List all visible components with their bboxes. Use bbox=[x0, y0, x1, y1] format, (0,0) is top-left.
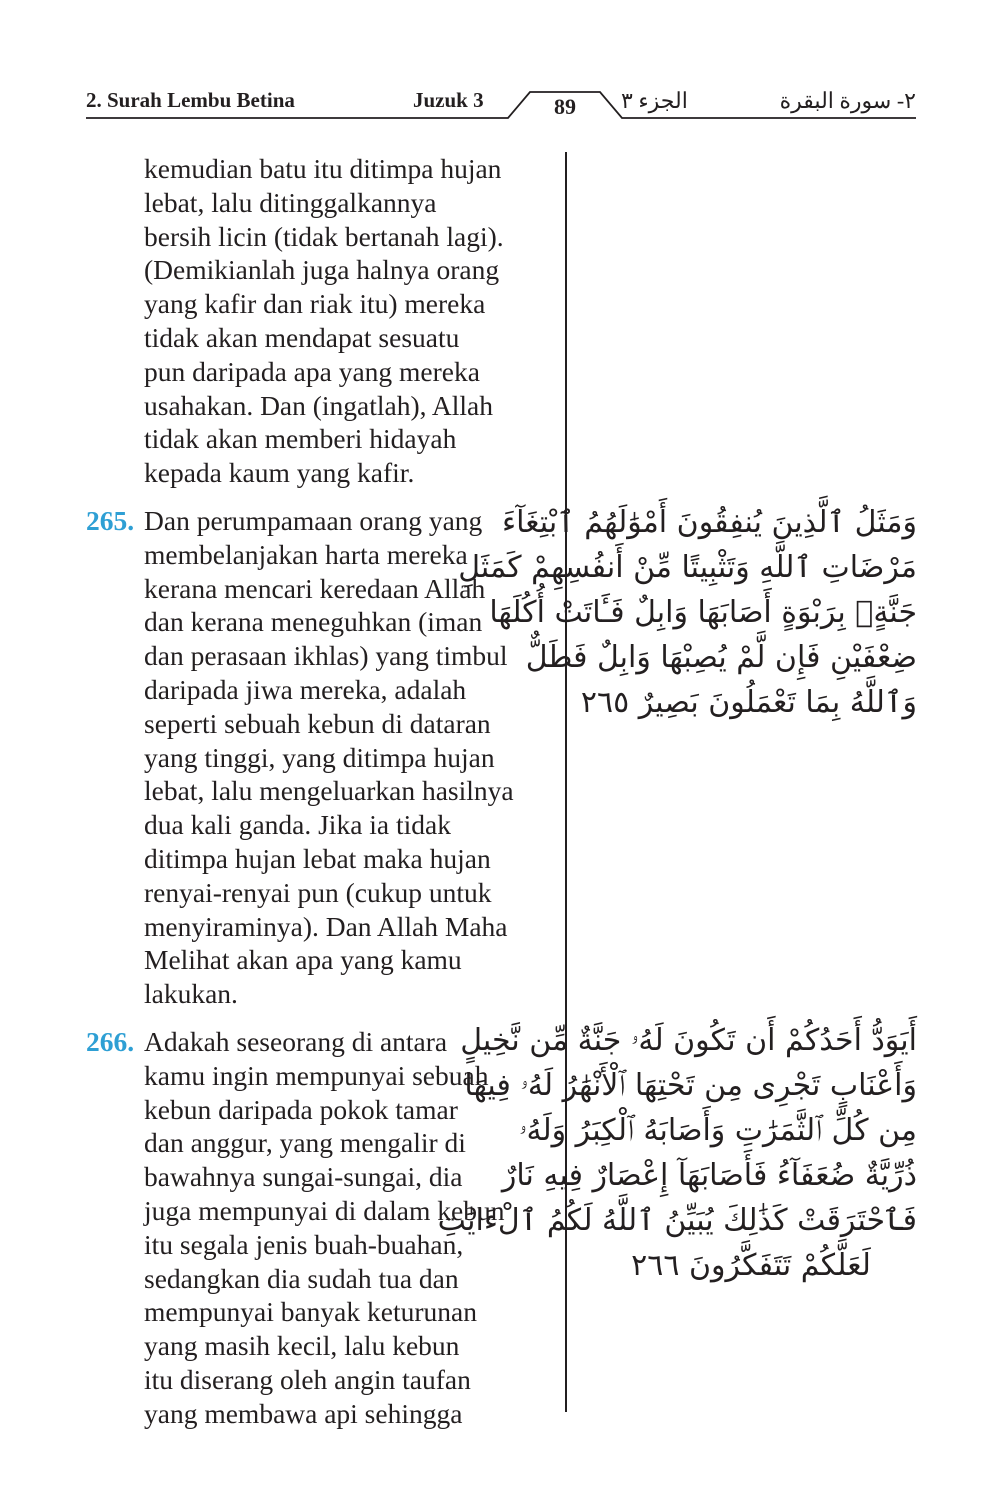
text-line: yang tinggi, yang ditimpa hujan bbox=[144, 741, 495, 773]
text-line: renyai-renyai pun (cukup untuk bbox=[144, 876, 492, 908]
text-line: membelanjakan harta mereka bbox=[144, 538, 468, 570]
text-line: tidak akan memberi hidayah bbox=[144, 423, 457, 455]
page-number: 89 bbox=[554, 94, 576, 119]
arabic-line: وَأَعْنَابٍ تَجْرِى مِن تَحْتِهَا ٱلْأَنْهَٰرُ لَهُۥ فِيهَا bbox=[464, 1068, 917, 1103]
text-line: tidak akan mendapat sesuatu bbox=[144, 321, 460, 353]
text-line: kerana mencari keredaan Allah bbox=[144, 572, 486, 604]
text-line: Adakah seseorang di antara bbox=[144, 1025, 448, 1057]
text-line: Melihat akan apa yang kamu bbox=[144, 944, 462, 976]
text-line: dan kerana meneguhkan (iman bbox=[144, 606, 483, 638]
text-line: kebun daripada pokok tamar bbox=[144, 1093, 458, 1125]
text-line: yang masih kecil, lalu kebun bbox=[144, 1330, 460, 1362]
arabic-line: جَنَّةٍۭ بِرَبْوَةٍ أَصَابَهَا وَابِلٌ فَـَٔاتَتْ أُكُلَهَا bbox=[489, 595, 917, 630]
text-line: menyiraminya). Dan Allah Maha bbox=[144, 910, 508, 942]
verse-266-arabic bbox=[437, 1018, 917, 1288]
verse-number: 266. bbox=[86, 1025, 135, 1057]
text-line: kamu ingin mempunyai sebuah bbox=[144, 1059, 489, 1091]
text-line: itu segala jenis buah-buahan, bbox=[144, 1228, 464, 1260]
header-surah-name: 2. Surah Lembu Betina bbox=[86, 88, 295, 112]
text-line: sedangkan dia sudah tua dan bbox=[144, 1262, 459, 1294]
text-line: itu diserang oleh angin taufan bbox=[144, 1363, 471, 1395]
text-line: (Demikianlah juga halnya orang bbox=[144, 254, 500, 286]
text-line: dan perasaan ikhlas) yang timbul bbox=[144, 640, 508, 672]
text-line: kepada kaum yang kafir. bbox=[144, 457, 415, 489]
text-line: lebat, lalu mengeluarkan hasilnya bbox=[144, 775, 514, 807]
text-line: bersih licin (tidak bertanah lagi). bbox=[144, 220, 504, 252]
text-line: bawahnya sungai-sungai, dia bbox=[144, 1161, 463, 1193]
header-juzuk: Juzuk 3 bbox=[413, 88, 484, 112]
intro-continuation bbox=[86, 152, 556, 490]
page-header bbox=[86, 84, 916, 124]
text-line: pun daripada apa yang mereka bbox=[144, 355, 480, 387]
arabic-line: مِن كُلِّ ٱلثَّمَرَٰتِ وَأَصَابَهُ ٱلْكِبَرُ وَلَهُۥ bbox=[518, 1113, 917, 1148]
header-arabic-juz: الجزء ٣ bbox=[621, 88, 688, 113]
text-line: seperti sebuah kebun di dataran bbox=[144, 707, 491, 739]
text-line: kemudian batu itu ditimpa hujan bbox=[144, 153, 502, 184]
text-line: lebat, lalu ditinggalkannya bbox=[144, 186, 437, 218]
text-line: juga mempunyai di dalam kebun bbox=[144, 1194, 505, 1226]
arabic-line: ذُرِّيَّةٌ ضُعَفَآءُ فَأَصَابَهَآ إِعْصَارٌ فِيهِ نَارٌ bbox=[501, 1158, 917, 1193]
arabic-line: وَٱللَّهُ بِمَا تَعْمَلُونَ بَصِيرٌ ٢٦٥ bbox=[580, 685, 917, 720]
arabic-line: وَمَثَلُ ٱلَّذِينَ يُنفِقُونَ أَمْوَٰلَهُمُ ٱبْتِغَآءَ bbox=[502, 505, 917, 540]
text-line: mempunyai banyak keturunan bbox=[144, 1296, 477, 1328]
text-line: daripada jiwa mereka, adalah bbox=[144, 673, 467, 705]
header-arabic-surah: ٢- سورة البقرة bbox=[779, 88, 916, 113]
text-line: yang membawa api sehingga bbox=[144, 1397, 463, 1429]
text-line: dan anggur, yang mengalir di bbox=[144, 1127, 466, 1159]
verse-265-arabic bbox=[458, 500, 917, 725]
arabic-line: لَعَلَّكُمْ تَتَفَكَّرُونَ ٢٦٦ bbox=[631, 1248, 871, 1283]
text-line: Dan perumpamaan orang yang bbox=[144, 504, 483, 536]
arabic-line: مَرْضَاتِ ٱللَّهِ وَتَثْبِيتًا مِّنْ أَنفُسِهِمْ كَمَثَلِ bbox=[458, 550, 917, 585]
arabic-line: أَيَوَدُّ أَحَدُكُمْ أَن تَكُونَ لَهُۥ جَنَّةٌ مِّن نَّخِيلٍ bbox=[460, 1023, 917, 1058]
text-line: yang kafir dan riak itu) mereka bbox=[144, 288, 486, 320]
arabic-line: فَٱحْتَرَقَتْ كَذَٰلِكَ يُبَيِّنُ ٱللَّهُ لَكُمُ ٱلْءَايَٰتِ bbox=[437, 1203, 917, 1238]
text-line: dua kali ganda. Jika ia tidak bbox=[144, 809, 451, 841]
arabic-line: ضِعْفَيْنِ فَإِن لَّمْ يُصِبْهَا وَابِلٌ فَطَلٌّ bbox=[525, 640, 917, 675]
text-line: ditimpa hujan lebat maka hujan bbox=[144, 842, 491, 874]
text-line: usahakan. Dan (ingatlah), Allah bbox=[144, 389, 493, 421]
text-line: lakukan. bbox=[144, 978, 238, 1010]
verse-number: 265. bbox=[86, 504, 135, 536]
